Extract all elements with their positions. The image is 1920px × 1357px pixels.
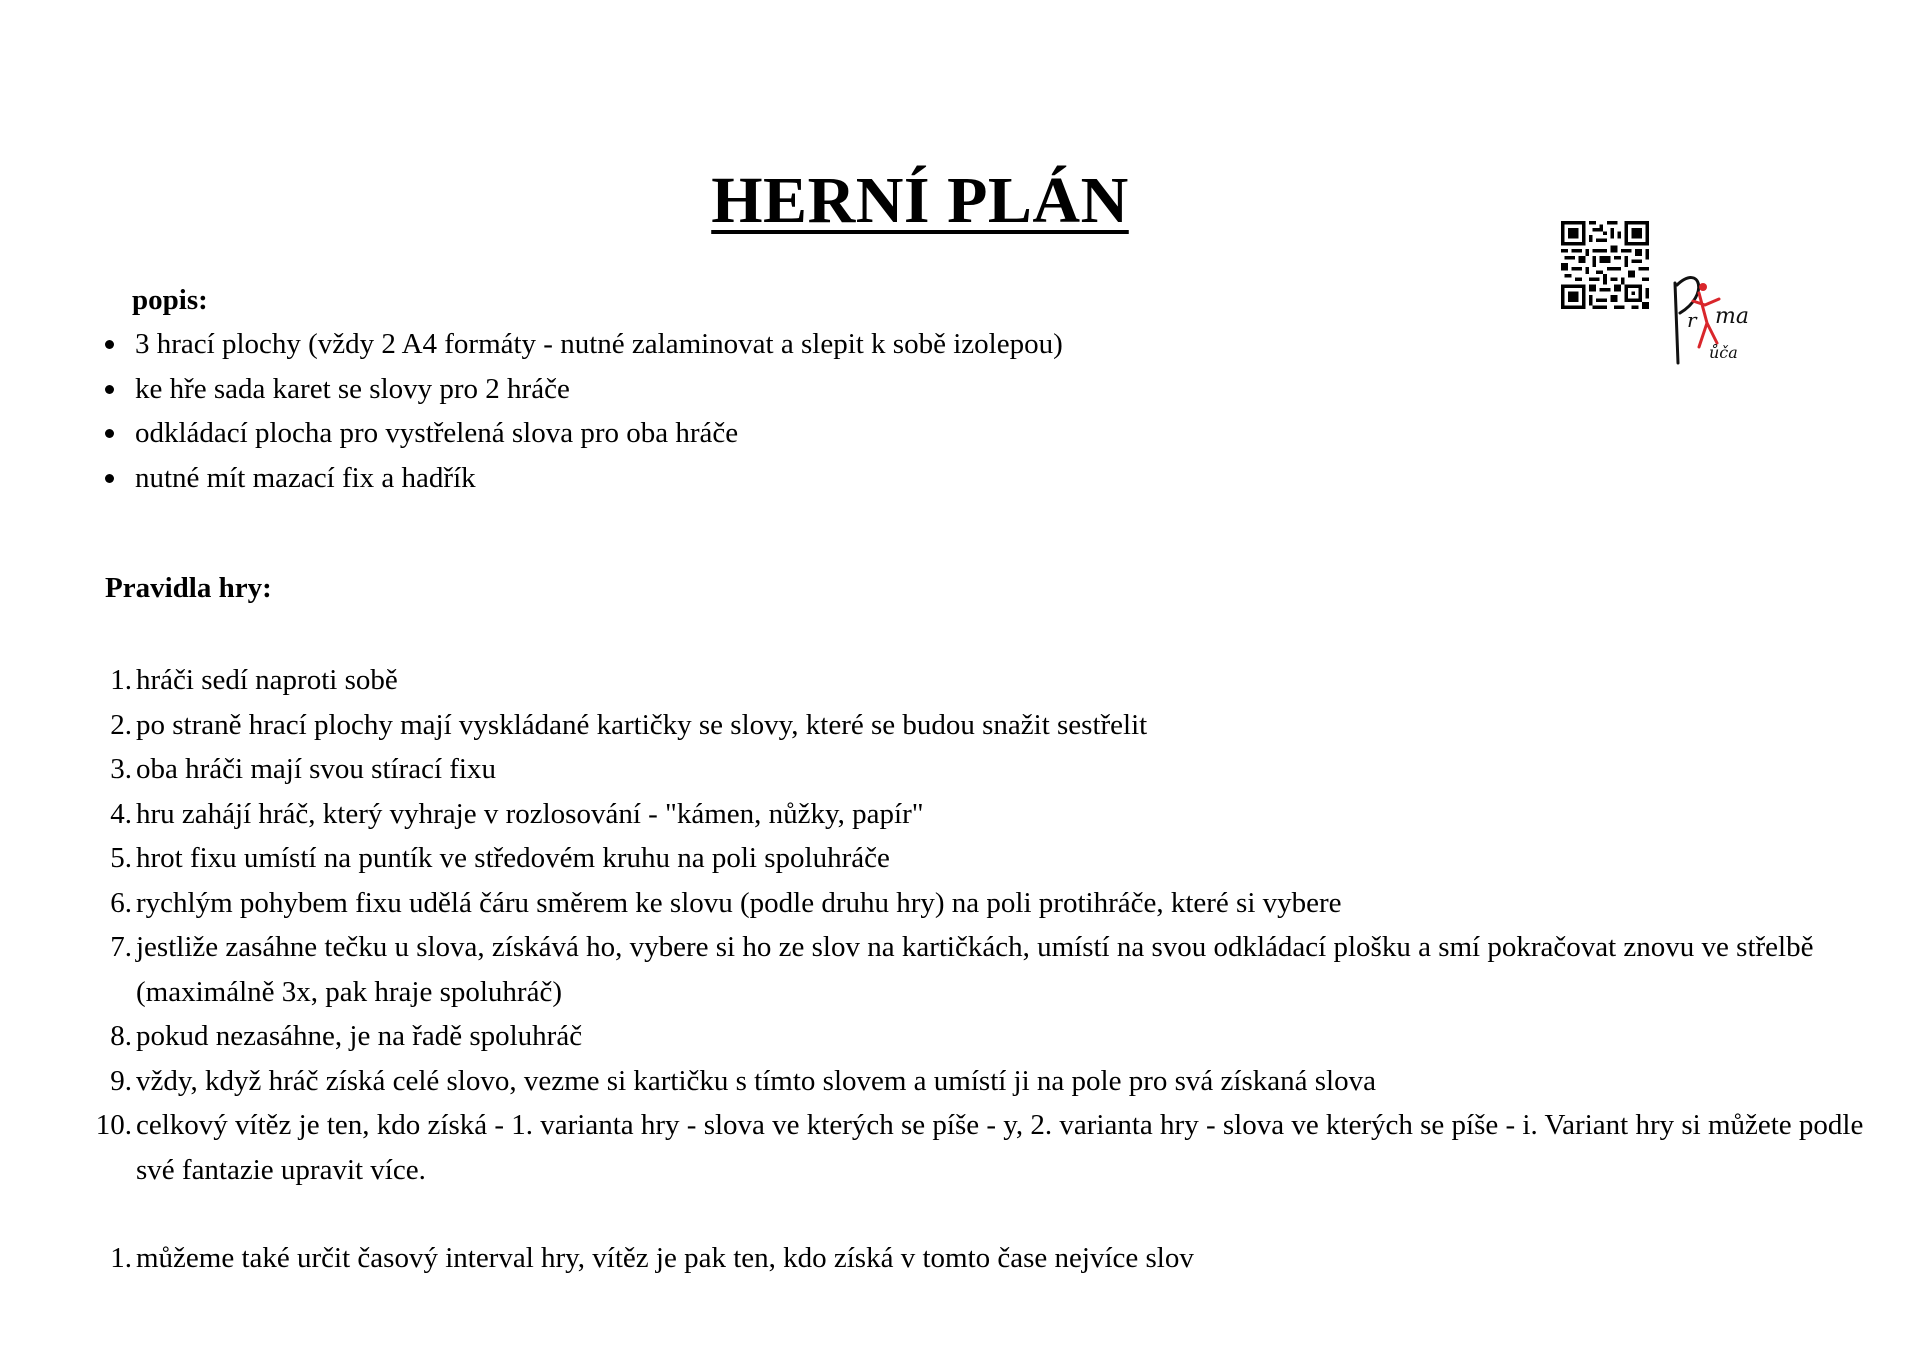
popis-heading: popis: xyxy=(132,284,208,316)
rule-number: 3. xyxy=(110,753,132,785)
rule-number: 2. xyxy=(110,708,132,741)
rule-text: hráči sedí naproti sobě xyxy=(136,664,398,696)
bullet-icon xyxy=(105,429,114,438)
rule-number: 9. xyxy=(110,1064,132,1097)
list-item: odkládací plocha pro vystřelená slova pro oba hráče xyxy=(105,411,1063,456)
rule-text: celkový vítěz je ten, kdo získá - 1. varianta hry - slova ve kterých se píše - y, 2. varianta hry - slova ve kterých se píše - i. Variant hry si můžete podle své fantazie upravit více. xyxy=(136,1109,1864,1186)
rule-text: oba hráči mají svou stírací fixu xyxy=(136,753,496,785)
qr-code xyxy=(1561,221,1649,309)
rule-text: můžeme také určit časový interval hry, vítěz je pak ten, kdo získá v tomto čase nejvíce slov xyxy=(136,1242,1194,1274)
bullet-icon xyxy=(105,474,114,483)
rules-list xyxy=(86,658,1896,1192)
rule-item xyxy=(86,1103,1896,1192)
list-item: nutné mít mazací fix a hadřík xyxy=(105,456,1063,501)
rule-item xyxy=(86,1059,1896,1104)
rule-text: hru zahájí hráč, který vyhraje v rozlosování - "kámen, nůžky, papír" xyxy=(136,797,924,830)
rule-text: hrot fixu umístí na puntík ve středovém kruhu na poli spoluhráče xyxy=(136,842,890,874)
rule-text: jestliže zasáhne tečku u slova, získává ho, vybere si ho ze slov na kartičkách, umístí na svou odkládací plošku a smí pokračovat znovu ve střelbě (maximálně 3x, pak hraje spoluhráč) xyxy=(136,931,1814,1008)
svg-text:ůča: ůča xyxy=(1709,343,1738,362)
page-title: HERNÍ PLÁN xyxy=(711,164,1129,237)
popis-list xyxy=(105,322,1063,500)
rule-number: 7. xyxy=(110,931,132,963)
rule-number: 8. xyxy=(110,1020,132,1052)
rule-item xyxy=(86,703,1896,748)
rule-text: po straně hrací plochy mají vyskládané kartičky se slovy, které se budou snažit sestřelit xyxy=(136,708,1148,741)
rule-number: 1. xyxy=(110,1242,132,1274)
rule-item xyxy=(86,836,1896,881)
list-item: ke hře sada karet se slovy pro 2 hráče xyxy=(105,367,1063,412)
rule-text: pokud nezasáhne, je na řadě spoluhráč xyxy=(136,1020,583,1052)
rule-number: 6. xyxy=(110,886,132,919)
rule-text: rychlým pohybem fixu udělá čáru směrem ke slovu (podle druhu hry) na poli protihráče, které si vybere xyxy=(136,886,1342,919)
list-item: 3 hrací plochy (vždy 2 A4 formáty - nutné zalaminovat a slepit k sobě izolepou) xyxy=(105,322,1063,367)
svg-text:ma: ma xyxy=(1715,304,1749,329)
bullet-icon xyxy=(105,340,114,349)
svg-text:r: r xyxy=(1687,308,1697,332)
extra-rules-list xyxy=(86,1236,1896,1281)
logo xyxy=(1665,255,1780,370)
rule-number: 5. xyxy=(110,842,132,874)
rule-item xyxy=(86,881,1896,926)
rule-item xyxy=(86,1236,1896,1281)
rule-item xyxy=(86,792,1896,837)
rules-heading: Pravidla hry: xyxy=(105,572,272,604)
rule-number: 4. xyxy=(110,797,132,830)
bullet-icon xyxy=(105,385,114,394)
rule-item xyxy=(86,658,1896,703)
rule-item xyxy=(86,925,1896,1014)
rule-number: 10. xyxy=(95,1109,132,1141)
rule-number: 1. xyxy=(110,664,132,696)
rule-text: vždy, když hráč získá celé slovo, vezme si kartičku s tímto slovem a umístí ji na pole pro svá získaná slova xyxy=(136,1064,1376,1097)
rule-item xyxy=(86,747,1896,792)
rule-item xyxy=(86,1014,1896,1059)
